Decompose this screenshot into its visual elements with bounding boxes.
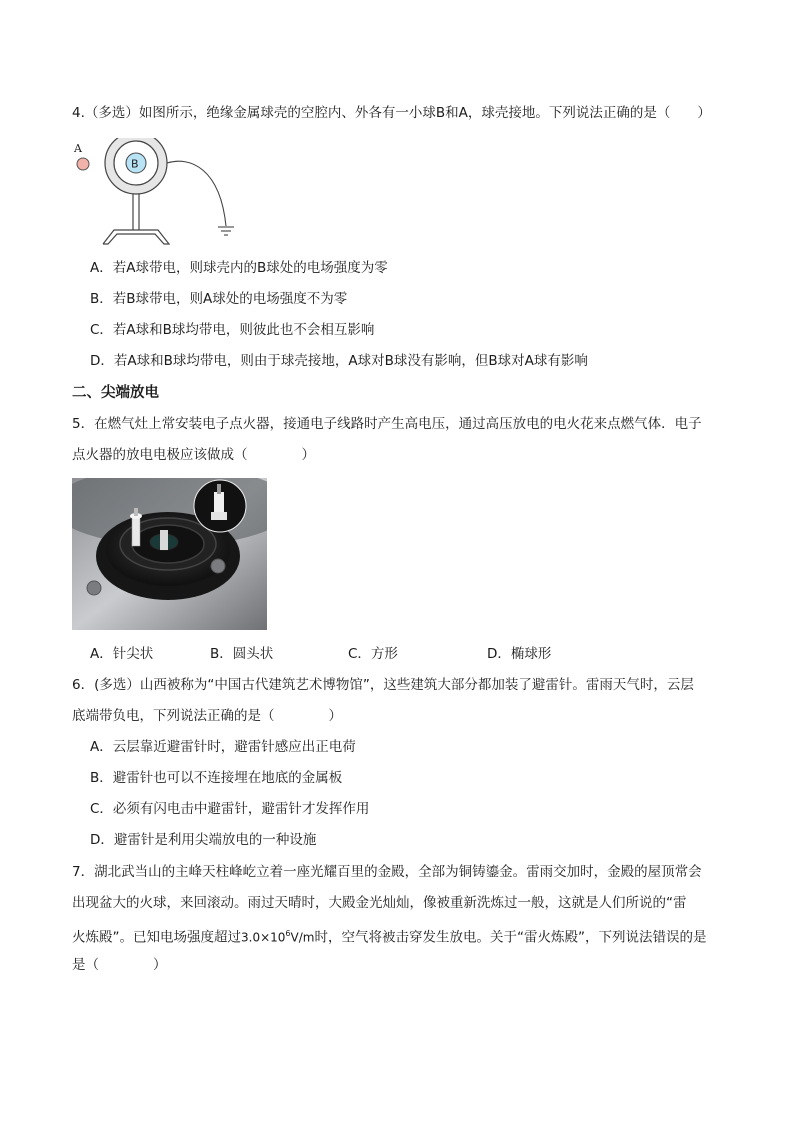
q7-stem-line2: 出现盆大的火球，来回滚动。雨过天晴时，大殿金光灿灿，像被重新洗炼过一般，这就是人们所说的“雷 (72, 895, 687, 911)
q5-option-a: A．针尖状 (90, 646, 154, 662)
field-strength-exponent: 6 (285, 929, 291, 938)
ground-symbol (218, 227, 234, 235)
q6-option-d: D．避雷针是利用尖端放电的一种设施 (90, 832, 317, 848)
q7-stem-line1: 7．湖北武当山的主峰天柱峰屹立着一座光耀百里的金殿，全部为铜铸鎏金。雷雨交加时，金殿的屋顶常会 (72, 864, 702, 880)
q4-option-c: C．若A球和B球均带电，则彼此也不会相互影响 (90, 322, 375, 338)
q6-stem-line1: 6．(多选）山西被称为“中国古代建筑艺术博物馆”，这些建筑大部分都加装了避雷针。雷雨天气时，云层 (72, 677, 694, 693)
q7-stem-line3 (72, 924, 706, 948)
insulating-stand (103, 230, 169, 244)
shell-diagram (70, 138, 250, 250)
q5-option-c: C．方形 (348, 646, 398, 662)
ball-a-label: A (74, 142, 82, 155)
q5-stem-line1: 5．在燃气灶上常安装电子点火器，接通电子线路时产生高电压，通过高压放电的电火花来点燃气体．电子 (72, 416, 702, 432)
q6-option-b: B．避雷针也可以不连接埋在地底的金属板 (90, 770, 343, 786)
ball-b-label: B (131, 157, 139, 171)
q5-stem-line2: 点火器的放电电极应该做成（ ） (72, 447, 315, 463)
q4-option-d: D．若A球和B球均带电，则由于球壳接地，A球对B球没有影响，但B球对A球有影响 (90, 353, 588, 369)
igniter-photo (72, 478, 267, 630)
section-heading: 二、尖端放电 (72, 385, 159, 401)
q6-stem-line2: 底端带负电，下列说法正确的是（ ） (72, 708, 342, 724)
q4-option-b: B．若B球带电，则A球处的电场强度不为零 (90, 291, 348, 307)
q5-option-d: D．椭球形 (487, 646, 552, 662)
q4-stem: 4.（多选）如图所示，绝缘金属球壳的空腔内、外各有一小球B和A，球壳接地。下列说法正确的是（ ） (72, 105, 711, 121)
q7-stem-line3-post: 时，空气将被击穿发生放电。关于“雷火炼殿”，下列说法错误的是 (314, 929, 707, 946)
ground-wire (167, 161, 226, 226)
field-strength-unit: V/m (290, 930, 315, 945)
field-strength-value: 3.0×10 (241, 930, 286, 945)
q7-stem-line4: 是（ ） (72, 957, 167, 973)
q6-option-c: C．必须有闪电击中避雷针，避雷针才发挥作用 (90, 801, 370, 817)
q7-stem-line3-pre: 火炼殿”。已知电场强度超过 (72, 929, 241, 946)
q4-option-a: A．若A球带电，则球壳内的B球处的电场强度为零 (90, 260, 388, 276)
q5-option-b: B．圆头状 (210, 646, 274, 662)
q6-option-a: A．云层靠近避雷针时，避雷针感应出正电荷 (90, 739, 356, 755)
ball-a (77, 158, 89, 170)
